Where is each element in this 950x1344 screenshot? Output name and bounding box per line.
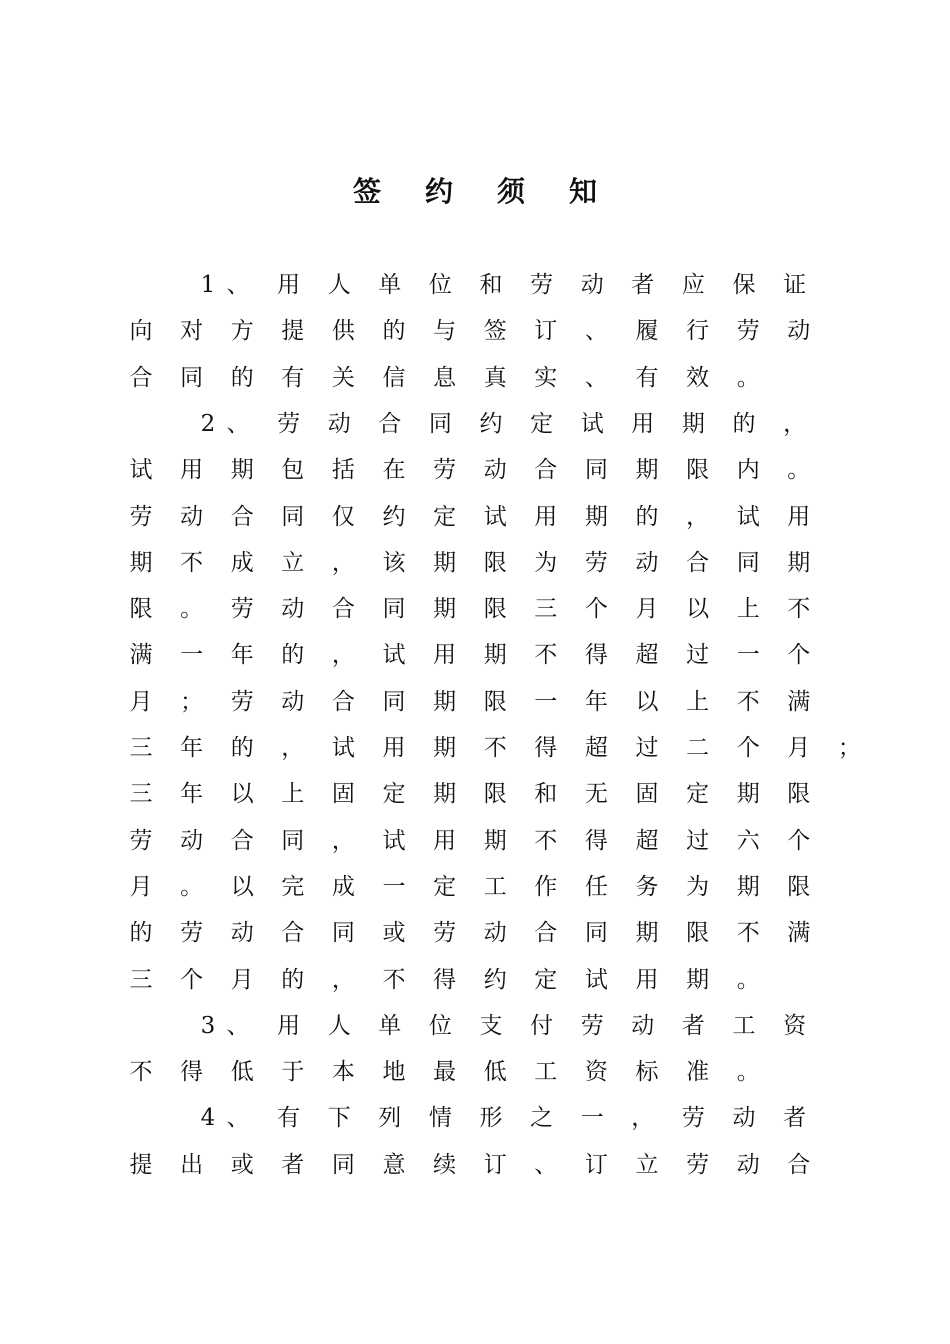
text-char: 以: [686, 596, 710, 623]
text-char: ，: [783, 410, 807, 437]
text-char: 、: [226, 410, 250, 437]
text-char: 有: [281, 364, 305, 391]
text-char: 动: [281, 596, 305, 623]
text-char: 用: [382, 735, 406, 761]
text-char: 包: [281, 457, 305, 484]
text-char: 同: [382, 688, 406, 715]
text-line: [0, 262, 950, 308]
text-char: 期: [433, 549, 457, 576]
text-char: 满: [787, 920, 811, 947]
text-char: 、: [226, 1012, 250, 1039]
text-char: 试: [580, 410, 604, 437]
text-char: 期: [433, 735, 457, 761]
text-char: 用: [277, 272, 301, 298]
text-line: [0, 1142, 950, 1188]
text-char: 限: [483, 549, 507, 576]
text-char: 实: [534, 364, 558, 391]
text-char: 试: [382, 642, 406, 669]
text-char: 同: [584, 920, 608, 947]
text-char: 期: [584, 503, 608, 530]
text-char: 期: [787, 549, 811, 576]
text-char: 限: [483, 596, 507, 623]
text-char: 以: [635, 688, 659, 715]
text-char: 限: [483, 688, 507, 715]
text-char: 三: [534, 596, 558, 623]
text-char: 有: [635, 364, 659, 391]
text-char: 劳: [180, 920, 204, 947]
text-char: ，: [281, 735, 305, 761]
text-char: 上: [736, 596, 760, 623]
text-char: 动: [180, 827, 204, 854]
text-char: 、: [584, 318, 608, 345]
text-char: 劳: [129, 503, 153, 530]
text-char: 期: [483, 642, 507, 669]
text-char: 二: [686, 735, 710, 761]
text-char: 一: [534, 688, 558, 715]
text-char: 动: [787, 318, 811, 345]
text-char: 完: [281, 873, 305, 900]
text-char: 合: [534, 920, 558, 947]
text-line: [0, 1049, 950, 1095]
text-char: 年: [180, 735, 204, 761]
text-char: 期: [635, 920, 659, 947]
text-char: 工: [534, 1059, 558, 1086]
text-char: 劳: [129, 827, 153, 854]
text-char: 效: [686, 364, 710, 391]
text-char: 合: [534, 457, 558, 484]
text-char: ，: [331, 549, 355, 576]
text-char: 应: [681, 272, 705, 298]
text-char: 得: [584, 642, 608, 669]
text-char: ；: [180, 688, 204, 715]
text-char: 动: [327, 410, 351, 437]
text-char: 。: [180, 873, 204, 900]
text-char: 三: [129, 781, 153, 808]
text-char: 务: [635, 873, 659, 900]
text-char: 和: [534, 781, 558, 808]
text-char: 地: [382, 1059, 406, 1086]
text-char: 签: [483, 318, 507, 345]
text-char: ，: [686, 503, 710, 530]
text-char: 劳: [686, 1151, 710, 1178]
text-char: 用: [277, 1012, 301, 1039]
text-char: 限: [483, 781, 507, 808]
text-char: 定: [686, 781, 710, 808]
text-char: 订: [534, 318, 558, 345]
text-char: 动: [736, 1151, 760, 1178]
text-char: 用: [433, 642, 457, 669]
text-char: 。: [736, 966, 760, 993]
text-char: 证: [783, 272, 807, 298]
text-char: 2: [200, 410, 216, 437]
text-char: 期: [433, 688, 457, 715]
text-char: 、: [584, 364, 608, 391]
text-char: 息: [433, 364, 457, 391]
text-char: 动: [230, 920, 254, 947]
text-char: 期: [433, 596, 457, 623]
text-char: 期: [681, 410, 705, 437]
text-char: 试: [736, 503, 760, 530]
text-char: 动: [732, 1105, 756, 1132]
text-char: 过: [686, 827, 710, 854]
text-char: 个: [736, 735, 760, 761]
text-char: 履: [635, 318, 659, 345]
text-char: 月: [230, 966, 254, 993]
text-char: 约: [479, 410, 503, 437]
text-char: 信: [382, 364, 406, 391]
text-char: 固: [331, 781, 355, 808]
text-char: 人: [327, 272, 351, 298]
text-char: 于: [281, 1059, 305, 1086]
text-char: 六: [736, 827, 760, 854]
text-char: 、: [534, 1151, 558, 1178]
text-char: 月: [129, 873, 153, 900]
text-char: 资: [783, 1012, 807, 1039]
text-char: 期: [129, 549, 153, 576]
text-line: [0, 540, 950, 586]
text-char: 得: [584, 827, 608, 854]
text-char: 三: [129, 735, 153, 761]
text-char: 月: [787, 735, 811, 761]
text-line: [0, 957, 950, 1003]
text-char: 用: [787, 503, 811, 530]
text-line: [0, 725, 950, 771]
text-char: 真: [483, 364, 507, 391]
text-char: 内: [736, 457, 760, 484]
text-char: 的: [732, 410, 756, 437]
text-char: 合: [686, 549, 710, 576]
text-char: 。: [787, 457, 811, 484]
text-char: 劳: [433, 920, 457, 947]
text-char: 和: [479, 272, 503, 298]
text-char: 4: [200, 1105, 216, 1132]
text-char: 劳: [230, 596, 254, 623]
text-char: 或: [382, 920, 406, 947]
text-char: 年: [180, 781, 204, 808]
text-char: 一: [580, 1105, 604, 1132]
text-char: 个: [787, 642, 811, 669]
text-char: 同: [584, 457, 608, 484]
text-char: 试: [129, 457, 153, 484]
text-char: 的: [635, 503, 659, 530]
text-char: ，: [331, 966, 355, 993]
text-char: 者: [631, 272, 655, 298]
text-char: 1: [200, 272, 216, 298]
text-char: 订: [483, 1151, 507, 1178]
text-char: 的: [382, 318, 406, 345]
text-char: 提: [129, 1151, 153, 1178]
text-char: 标: [635, 1059, 659, 1086]
text-char: 超: [635, 827, 659, 854]
text-char: 单: [378, 1012, 402, 1039]
text-char: 的: [281, 966, 305, 993]
text-char: 单: [378, 272, 402, 298]
text-char: 固: [635, 781, 659, 808]
text-char: 约: [382, 503, 406, 530]
text-char: 合: [331, 596, 355, 623]
text-line: [0, 910, 950, 956]
text-char: ；: [837, 735, 861, 761]
text-char: 同: [180, 364, 204, 391]
text-char: 定: [433, 873, 457, 900]
text-char: 者: [281, 1151, 305, 1178]
text-char: 低: [483, 1059, 507, 1086]
text-char: 三: [129, 966, 153, 993]
text-char: 用: [180, 457, 204, 484]
text-char: 超: [584, 735, 608, 761]
text-char: ，: [631, 1105, 655, 1132]
text-char: 动: [483, 457, 507, 484]
text-char: 上: [281, 781, 305, 808]
text-char: 最: [433, 1059, 457, 1086]
text-char: 位: [428, 272, 452, 298]
text-char: 成: [331, 873, 355, 900]
text-char: 期: [483, 827, 507, 854]
text-char: 工: [732, 1012, 756, 1039]
text-char: 同: [331, 1151, 355, 1178]
text-char: 不: [736, 920, 760, 947]
text-char: 为: [534, 549, 558, 576]
text-char: 年: [230, 642, 254, 669]
text-line: [0, 308, 950, 354]
text-char: 该: [382, 549, 406, 576]
text-char: 合: [331, 688, 355, 715]
text-char: 劳: [736, 318, 760, 345]
text-char: 同: [736, 549, 760, 576]
text-char: 。: [180, 596, 204, 623]
text-char: 个: [180, 966, 204, 993]
text-char: 不: [736, 688, 760, 715]
text-char: 不: [382, 966, 406, 993]
text-char: 过: [635, 735, 659, 761]
text-char: 为: [686, 873, 710, 900]
text-char: 合: [129, 364, 153, 391]
text-char: 满: [129, 642, 153, 669]
text-char: 得: [433, 966, 457, 993]
text-char: 合: [230, 827, 254, 854]
text-char: 的: [129, 920, 153, 947]
text-char: 行: [686, 318, 710, 345]
text-char: 一: [180, 642, 204, 669]
text-char: 的: [281, 642, 305, 669]
text-char: 合: [281, 920, 305, 947]
text-char: 出: [180, 1151, 204, 1178]
document-title: 签约须知: [352, 175, 641, 208]
text-char: 人: [327, 1012, 351, 1039]
text-char: 情: [428, 1105, 452, 1132]
text-char: 劳: [277, 410, 301, 437]
text-char: 动: [635, 549, 659, 576]
text-char: 与: [433, 318, 457, 345]
text-char: 形: [479, 1105, 503, 1132]
text-char: 准: [686, 1059, 710, 1086]
text-char: 订: [584, 1151, 608, 1178]
text-line: [0, 864, 950, 910]
text-char: 不: [534, 827, 558, 854]
text-char: 用: [631, 410, 655, 437]
text-char: 供: [331, 318, 355, 345]
text-char: 限: [686, 920, 710, 947]
text-char: 个: [787, 827, 811, 854]
text-line: [0, 771, 950, 817]
text-char: 向: [129, 318, 153, 345]
text-char: 合: [378, 410, 402, 437]
text-char: 不: [534, 642, 558, 669]
text-char: 有: [277, 1105, 301, 1132]
text-char: 。: [736, 364, 760, 391]
text-line: [0, 355, 950, 401]
text-char: 个: [584, 596, 608, 623]
text-char: 限: [787, 781, 811, 808]
text-char: 满: [787, 688, 811, 715]
text-char: 期: [433, 781, 457, 808]
text-char: 仅: [331, 503, 355, 530]
text-char: 期: [736, 873, 760, 900]
text-char: 动: [180, 503, 204, 530]
text-char: 用: [534, 503, 558, 530]
text-char: 作: [534, 873, 558, 900]
text-line: [0, 818, 950, 864]
text-char: 期: [230, 457, 254, 484]
text-char: 限: [787, 873, 811, 900]
text-char: 不: [180, 549, 204, 576]
text-char: 劳: [433, 457, 457, 484]
text-char: 同: [281, 503, 305, 530]
text-char: 动: [631, 1012, 655, 1039]
text-char: 付: [530, 1012, 554, 1039]
text-char: 3: [200, 1012, 216, 1039]
text-char: 限: [129, 596, 153, 623]
text-char: 立: [281, 549, 305, 576]
text-char: 提: [281, 318, 305, 345]
text-char: 试: [584, 966, 608, 993]
text-line: [0, 401, 950, 447]
text-char: 之: [530, 1105, 554, 1132]
text-char: 得: [534, 735, 558, 761]
text-char: 立: [635, 1151, 659, 1178]
text-char: 低: [230, 1059, 254, 1086]
text-char: 括: [331, 457, 355, 484]
text-char: 同: [331, 920, 355, 947]
text-char: 月: [129, 688, 153, 715]
text-char: ，: [331, 827, 355, 854]
text-char: 过: [686, 642, 710, 669]
text-char: 资: [584, 1059, 608, 1086]
text-char: 劳: [580, 1012, 604, 1039]
text-char: 劳: [530, 272, 554, 298]
text-char: 对: [180, 318, 204, 345]
text-char: 劳: [584, 549, 608, 576]
text-char: 期: [686, 966, 710, 993]
text-char: 同: [281, 827, 305, 854]
text-char: 支: [479, 1012, 503, 1039]
text-char: 位: [428, 1012, 452, 1039]
text-char: 不: [787, 596, 811, 623]
text-char: 定: [382, 781, 406, 808]
text-char: 试: [382, 827, 406, 854]
text-char: 合: [230, 503, 254, 530]
text-char: 任: [584, 873, 608, 900]
text-char: 试: [331, 735, 355, 761]
text-char: 保: [732, 272, 756, 298]
text-char: 约: [483, 966, 507, 993]
text-char: 用: [433, 827, 457, 854]
text-char: 动: [483, 920, 507, 947]
text-char: 期: [736, 781, 760, 808]
text-char: 者: [681, 1012, 705, 1039]
text-char: 合: [787, 1151, 811, 1178]
text-line: [0, 586, 950, 632]
text-char: 不: [483, 735, 507, 761]
text-char: 不: [129, 1059, 153, 1086]
text-char: 同: [382, 596, 406, 623]
text-char: 方: [230, 318, 254, 345]
text-char: 得: [180, 1059, 204, 1086]
text-char: 的: [230, 735, 254, 761]
text-char: 一: [736, 642, 760, 669]
text-char: 月: [635, 596, 659, 623]
text-char: 的: [230, 364, 254, 391]
text-char: 劳: [681, 1105, 705, 1132]
text-char: 试: [483, 503, 507, 530]
text-line: [0, 494, 950, 540]
text-char: 定: [433, 503, 457, 530]
text-char: 或: [230, 1151, 254, 1178]
text-char: 动: [281, 688, 305, 715]
text-char: 定: [530, 410, 554, 437]
text-char: 同: [428, 410, 452, 437]
text-char: 。: [736, 1059, 760, 1086]
text-char: 定: [534, 966, 558, 993]
text-char: 、: [226, 1105, 250, 1132]
text-char: 关: [331, 364, 355, 391]
text-char: 在: [382, 457, 406, 484]
text-char: 限: [686, 457, 710, 484]
text-char: 用: [635, 966, 659, 993]
text-char: 一: [382, 873, 406, 900]
text-line: [0, 447, 950, 493]
text-char: 工: [483, 873, 507, 900]
text-char: 上: [686, 688, 710, 715]
text-char: 续: [433, 1151, 457, 1178]
text-line: [0, 1095, 950, 1141]
text-char: 年: [584, 688, 608, 715]
text-char: 者: [783, 1105, 807, 1132]
text-char: 期: [635, 457, 659, 484]
text-line: [0, 1003, 950, 1049]
text-char: 意: [382, 1151, 406, 1178]
text-char: 以: [230, 873, 254, 900]
text-char: 成: [230, 549, 254, 576]
text-char: 劳: [230, 688, 254, 715]
text-char: 无: [584, 781, 608, 808]
text-char: 以: [230, 781, 254, 808]
text-char: 下: [327, 1105, 351, 1132]
text-char: 超: [635, 642, 659, 669]
text-char: 动: [580, 272, 604, 298]
text-char: 、: [226, 272, 250, 298]
text-char: 本: [331, 1059, 355, 1086]
text-line: [0, 679, 950, 725]
text-char: 列: [378, 1105, 402, 1132]
text-line: [0, 632, 950, 678]
text-char: ，: [331, 642, 355, 669]
